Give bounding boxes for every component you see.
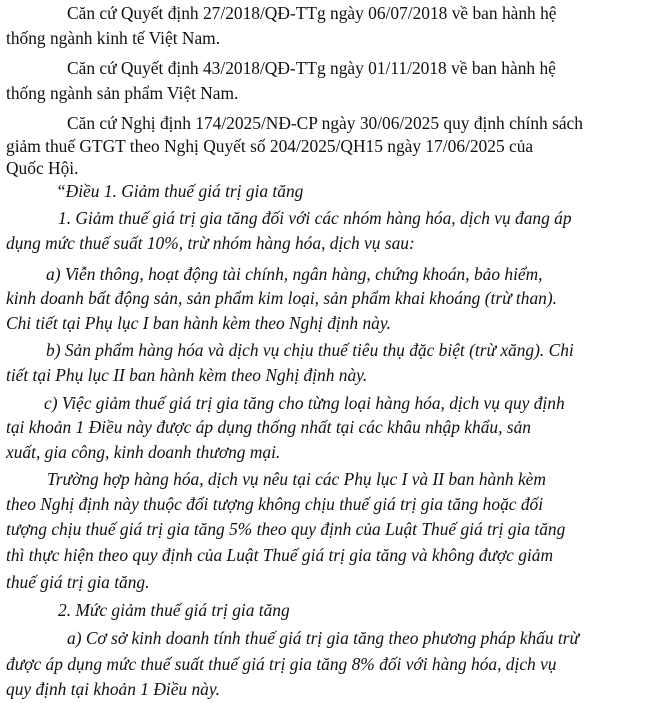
paragraph-9-line-4: thì thực hiện theo quy định của Luật Thuế giá trị gia tăng và không được giảm [6, 545, 554, 565]
paragraph-11-line-2: được áp dụng mức thuế suất thuế giá trị gia tăng 8% đối với hàng hóa, dịch vụ [6, 654, 557, 674]
paragraph-9-line-3: tượng chịu thuế giá trị gia tăng 5% theo quy định của Luật Thuế giá trị gia tăng [6, 519, 566, 539]
paragraph-5-line-2: dụng mức thuế suất 10%, trừ nhóm hàng hóa, dịch vụ sau: [6, 233, 415, 253]
paragraph-1-line-1: Căn cứ Quyết định 27/2018/QĐ-TTg ngày 06/07/2018 về ban hành hệ [67, 3, 557, 23]
paragraph-2-line-2: thống ngành sản phẩm Việt Nam. [6, 83, 239, 103]
paragraph-5-line-1: 1. Giảm thuế giá trị gia tăng đối với các nhóm hàng hóa, dịch vụ đang áp [58, 208, 572, 228]
paragraph-6-line-2: kinh doanh bất động sản, sản phẩm kim loại, sản phẩm khai khoáng (trừ than). [6, 288, 557, 308]
paragraph-6-line-1: a) Viễn thông, hoạt động tài chính, ngân hàng, chứng khoán, bảo hiểm, [46, 264, 543, 284]
paragraph-9-line-1: Trường hợp hàng hóa, dịch vụ nêu tại các Phụ lục I và II ban hành kèm [47, 469, 546, 489]
article-1-heading: “Điều 1. Giảm thuế giá trị gia tăng [56, 181, 304, 201]
paragraph-9-line-5: thuế giá trị gia tăng. [6, 572, 150, 592]
paragraph-3-line-2: giảm thuế GTGT theo Nghị Quyết số 204/2025/QH15 ngày 17/06/2025 của [6, 136, 534, 156]
paragraph-8-line-1: c) Việc giảm thuế giá trị gia tăng cho từng loại hàng hóa, dịch vụ quy định [44, 393, 565, 413]
paragraph-11-line-1: a) Cơ sở kinh doanh tính thuế giá trị gia tăng theo phương pháp khấu trừ [67, 628, 579, 648]
paragraph-11-line-3: quy định tại khoản 1 Điều này. [6, 679, 220, 699]
paragraph-3-line-1: Căn cứ Nghị định 174/2025/NĐ-CP ngày 30/06/2025 quy định chính sách [67, 113, 583, 133]
paragraph-1-line-2: thống ngành kinh tế Việt Nam. [6, 28, 221, 48]
paragraph-8-line-2: tại khoản 1 Điều này được áp dụng thống nhất tại các khâu nhập khẩu, sản [6, 417, 531, 437]
paragraph-10-line-1: 2. Mức giảm thuế giá trị gia tăng [58, 600, 290, 620]
paragraph-6-line-3: Chi tiết tại Phụ lục I ban hành kèm theo Nghị định này. [6, 313, 391, 333]
paragraph-2-line-1: Căn cứ Quyết định 43/2018/QĐ-TTg ngày 01/11/2018 về ban hành hệ [67, 58, 556, 78]
paragraph-3-line-3: Quốc Hội. [6, 158, 79, 178]
paragraph-8-line-3: xuất, gia công, kinh doanh thương mại. [6, 442, 281, 462]
paragraph-7-line-2: tiết tại Phụ lục II ban hành kèm theo Nghị định này. [6, 365, 368, 385]
paragraph-7-line-1: b) Sản phẩm hàng hóa và dịch vụ chịu thuế tiêu thụ đặc biệt (trừ xăng). Chi [46, 340, 574, 360]
paragraph-9-line-2: theo Nghị định này thuộc đối tượng không chịu thuế giá trị gia tăng hoặc đối [6, 494, 544, 514]
